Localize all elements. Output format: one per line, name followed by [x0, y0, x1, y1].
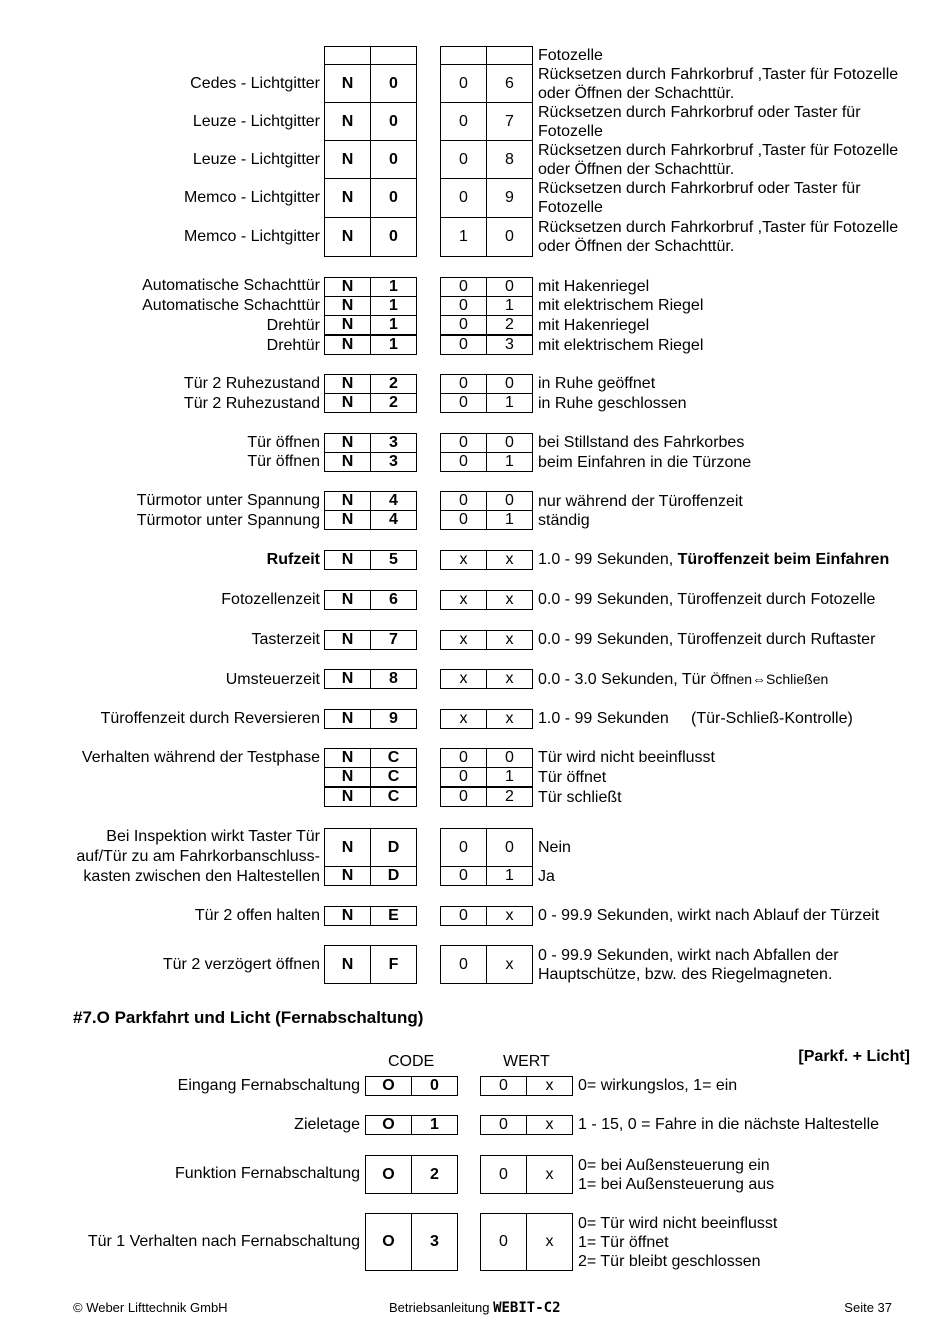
row-desc: Tür öffnet — [538, 769, 607, 786]
row-label: Tür 2 offen halten — [194, 907, 320, 924]
footer-copyright: © Weber Lifttechnik GmbH — [73, 1300, 228, 1315]
value-digit-1: 0 — [440, 452, 487, 472]
row-label: Tür 1 Verhalten nach Fernabschaltung — [87, 1233, 360, 1250]
row-desc — [538, 670, 828, 689]
row-desc: beim Einfahren in die Türzone — [538, 454, 752, 471]
row-desc-part: 0.0 - 3.0 Sekunden, Tür — [538, 671, 711, 688]
code-char-1: N — [324, 906, 371, 926]
row-label: Tür 2 Ruhezustand — [183, 395, 320, 412]
value-digit-2: 0 — [486, 748, 533, 768]
row-label: Eingang Fernabschaltung — [177, 1077, 360, 1094]
code-char-2: 0 — [370, 178, 417, 218]
row-desc: bei Stillstand des Fahrkorbes — [538, 434, 745, 451]
row-desc: Tür schließt — [538, 789, 622, 806]
row-label: Tasterzeit — [251, 631, 320, 648]
row-desc-line: oder Öffnen der Schachttür. — [538, 161, 735, 178]
value-digit-2: 7 — [486, 102, 533, 141]
row-desc: mit Hakenriegel — [538, 317, 650, 334]
code-char-1: N — [324, 140, 371, 179]
code-char-1: N — [324, 669, 371, 689]
code-char-1: N — [324, 767, 371, 787]
row-desc-line: 1 - 15, 0 = Fahre in die nächste Haltestelle — [578, 1116, 880, 1133]
value-digit-2: x — [486, 669, 533, 689]
value-digit-2: 2 — [486, 315, 533, 335]
code-char-2: C — [370, 767, 417, 787]
value-digit-2: x — [486, 590, 533, 610]
row-label: Leuze - Lichtgitter — [192, 113, 320, 130]
value-digit-1: 0 — [440, 906, 487, 926]
row-label-line: kasten zwischen den Haltestellen — [83, 868, 320, 885]
code-char-1: O — [365, 1115, 412, 1135]
code-char-1: N — [324, 315, 371, 335]
code-char-2: 4 — [370, 491, 417, 511]
code-char-1: N — [324, 296, 371, 316]
value-digit-1: x — [440, 550, 487, 570]
row-desc-line: Rücksetzen durch Fahrkorbruf oder Taster für — [538, 180, 861, 197]
code-char-2: D — [370, 828, 417, 867]
code-char-2: 0 — [370, 140, 417, 179]
value-digit-2: 0 — [486, 374, 533, 394]
row-desc-line: oder Öffnen der Schachttür. — [538, 238, 735, 255]
footer-title — [389, 1300, 561, 1316]
value-digit-1: 0 — [480, 1155, 527, 1194]
value-digit-2: 3 — [486, 335, 533, 355]
row-desc-line: 1= bei Außensteuerung aus — [578, 1176, 775, 1193]
row-label: Verhalten während der Testphase — [81, 749, 320, 766]
code-box-empty — [324, 46, 371, 65]
row-label: Türoffenzeit durch Reversieren — [100, 710, 320, 727]
code-char-1: N — [324, 277, 371, 297]
code-char-2: C — [370, 748, 417, 768]
row-desc-bold: Türoffenzeit beim Einfahren — [677, 551, 890, 568]
parkf-licht-tag: [Parkf. + Licht] — [798, 1048, 910, 1065]
value-box-empty — [440, 46, 487, 65]
code-char-1: N — [324, 866, 371, 886]
value-digit-1: 0 — [440, 828, 487, 867]
row-desc-line: Rücksetzen durch Fahrkorbruf ,Taster für Fotozelle — [538, 142, 899, 159]
row-desc-line: Hauptschütze, bzw. des Riegelmagneten. — [538, 966, 833, 983]
value-digit-1: 0 — [440, 296, 487, 316]
value-digit-1: 1 — [440, 217, 487, 257]
code-char-2: 7 — [370, 630, 417, 650]
code-char-1: N — [324, 217, 371, 257]
row-desc — [538, 550, 889, 569]
code-char-2: 2 — [370, 374, 417, 394]
row-desc-line: Rücksetzen durch Fahrkorbruf ,Taster für Fotozelle — [538, 66, 899, 83]
wert-column-header: WERT — [503, 1053, 550, 1070]
code-char-1: N — [324, 945, 371, 984]
row-label: Drehtür — [266, 337, 320, 354]
value-digit-1: 0 — [480, 1115, 527, 1135]
row-label: Drehtür — [266, 317, 320, 334]
row-desc: ständig — [538, 512, 590, 529]
value-digit-1: 0 — [440, 102, 487, 141]
code-char-2: F — [370, 945, 417, 984]
code-char-2: 0 — [370, 102, 417, 141]
code-char-1: O — [365, 1155, 412, 1194]
value-digit-2: x — [486, 630, 533, 650]
row-desc: nur während der Türoffenzeit — [538, 493, 743, 510]
code-char-1: N — [324, 102, 371, 141]
value-digit-1: 0 — [440, 374, 487, 394]
code-char-1: N — [324, 630, 371, 650]
row-label: Tür öffnen — [247, 434, 320, 451]
value-digit-2: x — [526, 1213, 573, 1271]
code-char-2: 0 — [370, 217, 417, 257]
value-digit-1: x — [440, 630, 487, 650]
row-desc: in Ruhe geschlossen — [538, 395, 687, 412]
footer-title-text: Betriebsanleitung — [389, 1300, 494, 1315]
row-label-line: Bei Inspektion wirkt Taster Tür — [106, 828, 320, 845]
row-label: Cedes - Lichtgitter — [190, 75, 320, 92]
value-digit-1: x — [440, 709, 487, 729]
code-char-2: 3 — [370, 433, 417, 453]
code-char-1: O — [365, 1213, 412, 1271]
row-desc-line: 2= Tür bleibt geschlossen — [578, 1253, 761, 1270]
row-desc-part: 1.0 - 99 Sekunden, — [538, 551, 678, 568]
row-desc: Tür wird nicht beeinflusst — [538, 749, 715, 766]
row-label: Fotozellenzeit — [221, 591, 320, 608]
code-char-2: 1 — [370, 315, 417, 335]
value-digit-2: 0 — [486, 491, 533, 511]
code-char-2: 3 — [370, 452, 417, 472]
value-digit-2: 0 — [486, 277, 533, 297]
row-desc-line: 0= wirkungslos, 1= ein — [578, 1077, 738, 1094]
value-digit-2: x — [526, 1076, 573, 1096]
code-char-2: 4 — [370, 510, 417, 530]
value-digit-1: 0 — [440, 315, 487, 335]
row-label: Rufzeit — [266, 551, 320, 568]
code-char-1: N — [324, 828, 371, 867]
value-digit-2: 1 — [486, 452, 533, 472]
row-label: Leuze - Lichtgitter — [192, 151, 320, 168]
section-title: #7.O Parkfahrt und Licht (Fernabschaltung) — [73, 1008, 424, 1027]
value-digit-1: 0 — [440, 510, 487, 530]
row-desc-line: Rücksetzen durch Fahrkorbruf oder Taster für — [538, 104, 861, 121]
row-desc: in Ruhe geöffnet — [538, 375, 656, 392]
value-digit-1: 0 — [440, 491, 487, 511]
code-char-2: 1 — [370, 296, 417, 316]
value-digit-1: 0 — [440, 748, 487, 768]
code-char-1: N — [324, 787, 371, 807]
value-digit-2: 9 — [486, 178, 533, 218]
value-digit-2: 1 — [486, 767, 533, 787]
code-char-1: N — [324, 709, 371, 729]
code-box-empty — [370, 46, 417, 65]
value-digit-1: 0 — [440, 787, 487, 807]
value-digit-1: 0 — [440, 767, 487, 787]
value-digit-2: x — [526, 1155, 573, 1194]
row-label: Türmotor unter Spannung — [136, 512, 320, 529]
code-char-1: N — [324, 452, 371, 472]
code-char-1: N — [324, 64, 371, 103]
value-digit-1: 0 — [440, 866, 487, 886]
row-desc: mit elektrischem Riegel — [538, 337, 704, 354]
value-digit-2: 0 — [486, 433, 533, 453]
code-char-2: 1 — [411, 1115, 458, 1135]
row-label: Tür 2 Ruhezustand — [183, 375, 320, 392]
code-char-2: D — [370, 866, 417, 886]
code-char-1: N — [324, 393, 371, 413]
code-char-1: N — [324, 510, 371, 530]
value-digit-2: 1 — [486, 393, 533, 413]
row-desc-line: Fotozelle — [538, 199, 603, 216]
code-char-1: N — [324, 374, 371, 394]
value-digit-1: 0 — [480, 1076, 527, 1096]
code-char-1: N — [324, 433, 371, 453]
value-digit-2: 1 — [486, 866, 533, 886]
row-desc: 1.0 - 99 Sekunden (Tür-Schließ-Kontrolle) — [538, 710, 853, 727]
code-char-2: 0 — [411, 1076, 458, 1096]
row-label: Zieletage — [294, 1116, 360, 1133]
row-label: Automatische Schachttür — [142, 297, 320, 314]
code-char-1: N — [324, 550, 371, 570]
row-desc: 0 - 99.9 Sekunden, wirkt nach Ablauf der Türzeit — [538, 907, 880, 924]
row-desc-line: 0= bei Außensteuerung ein — [578, 1157, 770, 1174]
code-column-header: CODE — [388, 1053, 435, 1070]
code-char-2: 2 — [411, 1155, 458, 1194]
row-label: Automatische Schachttür — [142, 277, 320, 294]
code-char-2: 1 — [370, 277, 417, 297]
code-char-1: O — [365, 1076, 412, 1096]
row-label: Tür 2 verzögert öffnen — [162, 956, 320, 973]
row-desc-line: 0= Tür wird nicht beeinflusst — [578, 1215, 778, 1232]
row-label: Türmotor unter Spannung — [136, 492, 320, 509]
row-desc-line: Rücksetzen durch Fahrkorbruf ,Taster für Fotozelle — [538, 219, 899, 236]
row-desc: Nein — [538, 839, 571, 856]
value-digit-1: 0 — [440, 178, 487, 218]
value-digit-2: x — [526, 1115, 573, 1135]
row-desc: Fotozelle — [538, 47, 603, 64]
row-desc-line: 1= Tür öffnet — [578, 1234, 669, 1251]
footer-product: WEBIT-C2 — [493, 1300, 561, 1316]
code-char-2: 1 — [370, 335, 417, 355]
value-digit-2: 1 — [486, 296, 533, 316]
value-digit-1: 0 — [440, 393, 487, 413]
row-label: Tür öffnen — [247, 453, 320, 470]
row-desc-line: oder Öffnen der Schachttür. — [538, 85, 735, 102]
row-desc: 0.0 - 99 Sekunden, Türoffenzeit durch Fotozelle — [538, 591, 876, 608]
code-char-2: E — [370, 906, 417, 926]
value-digit-2: x — [486, 906, 533, 926]
code-char-1: N — [324, 335, 371, 355]
code-char-2: 0 — [370, 64, 417, 103]
code-char-1: N — [324, 178, 371, 218]
footer-page-number: Seite 37 — [844, 1300, 892, 1315]
value-digit-1: 0 — [440, 433, 487, 453]
code-char-1: N — [324, 748, 371, 768]
value-digit-1: x — [440, 590, 487, 610]
value-digit-2: 0 — [486, 217, 533, 257]
value-digit-2: 1 — [486, 510, 533, 530]
row-label: Umsteuerzeit — [225, 671, 320, 688]
code-char-2: 5 — [370, 550, 417, 570]
row-desc-line: Fotozelle — [538, 123, 603, 140]
code-char-2: 6 — [370, 590, 417, 610]
value-digit-2: x — [486, 945, 533, 984]
value-box-empty — [486, 46, 533, 65]
code-char-2: C — [370, 787, 417, 807]
code-char-1: N — [324, 491, 371, 511]
row-desc: mit Hakenriegel — [538, 278, 650, 295]
row-desc-small: Öffnen⇔Schließen — [710, 671, 829, 687]
value-digit-1: x — [440, 669, 487, 689]
value-digit-1: 0 — [440, 64, 487, 103]
code-char-2: 9 — [370, 709, 417, 729]
value-digit-2: 6 — [486, 64, 533, 103]
value-digit-2: x — [486, 709, 533, 729]
value-digit-1: 0 — [440, 277, 487, 297]
row-desc: Ja — [538, 868, 555, 885]
code-char-2: 2 — [370, 393, 417, 413]
row-label: Memco - Lichtgitter — [183, 189, 320, 206]
row-desc: 0.0 - 99 Sekunden, Türoffenzeit durch Ruftaster — [538, 631, 876, 648]
code-char-2: 8 — [370, 669, 417, 689]
value-digit-2: 0 — [486, 828, 533, 867]
value-digit-2: 2 — [486, 787, 533, 807]
value-digit-1: 0 — [440, 140, 487, 179]
value-digit-1: 0 — [480, 1213, 527, 1271]
row-label-line: auf/Tür zu am Fahrkorbanschluss- — [76, 848, 320, 865]
row-label: Memco - Lichtgitter — [183, 228, 320, 245]
value-digit-2: x — [486, 550, 533, 570]
row-desc: mit elektrischem Riegel — [538, 297, 704, 314]
value-digit-2: 8 — [486, 140, 533, 179]
code-char-1: N — [324, 590, 371, 610]
code-char-2: 3 — [411, 1213, 458, 1271]
value-digit-1: 0 — [440, 945, 487, 984]
value-digit-1: 0 — [440, 335, 487, 355]
row-desc-line: 0 - 99.9 Sekunden, wirkt nach Abfallen der — [538, 947, 839, 964]
row-label: Funktion Fernabschaltung — [175, 1165, 360, 1182]
